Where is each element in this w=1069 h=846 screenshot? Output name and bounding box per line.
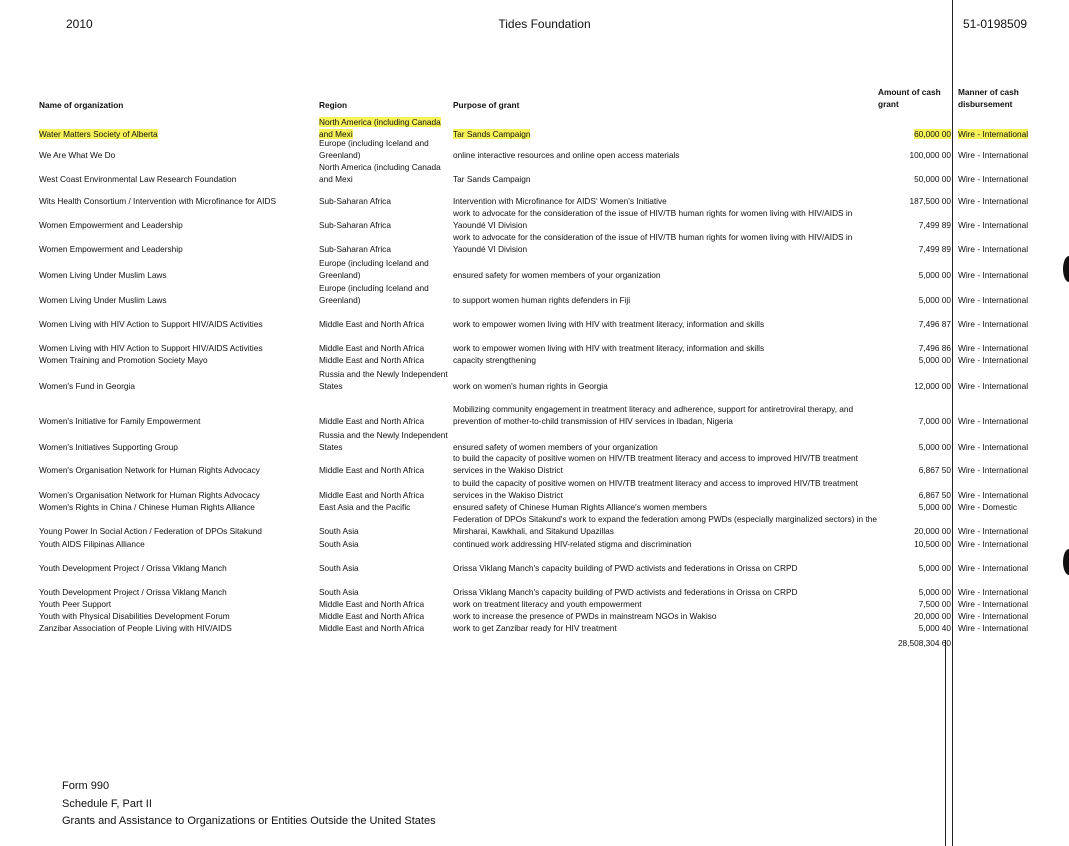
org-name: Women's Organisation Network for Human Rights Advocacy xyxy=(39,489,260,500)
footer-form: Form 990 xyxy=(62,780,110,792)
org-name: Water Matters Society of Alberta xyxy=(39,128,158,139)
purpose: work to empower women living with HIV with treatment literacy, information and skills xyxy=(453,343,765,353)
region: Europe (including Iceland and Greenland) xyxy=(319,283,429,305)
disbursement: Wire - International xyxy=(958,599,1029,609)
amount: 6,867 50 xyxy=(918,489,951,500)
organization-title: Tides Foundation xyxy=(498,17,591,31)
amount: 7,496 87 xyxy=(918,319,951,329)
purpose: Orissa Viklang Manch's capacity building of PWD activists and federations in Orissa on CRPD xyxy=(453,563,798,573)
footer-description: Grants and Assistance to Organizations or Entities Outside the United States xyxy=(62,815,436,827)
org-name: Zanzibar Association of People Living with HIV/AIDS xyxy=(39,623,232,633)
amount: 12,000 00 xyxy=(914,380,951,391)
purpose: continued work addressing HIV-related stigma and discrimination xyxy=(453,539,692,549)
purpose: to build the capacity of positive women on HIV/TB treatment literacy and access to improved HIV/TB treatment services in the Wakiso District xyxy=(453,478,858,500)
region: Middle East and North Africa xyxy=(319,489,425,500)
region: Middle East and North Africa xyxy=(319,355,425,365)
disbursement: Wire - International xyxy=(958,539,1029,549)
org-name: Youth Development Project / Orissa Viklang Manch xyxy=(39,587,227,597)
header-name: Name of organization xyxy=(39,100,124,110)
purpose: to support women human rights defenders in Fiji xyxy=(453,294,631,305)
purpose: Orissa Viklang Manch's capacity building of PWD activists and federations in Orissa on CRPD xyxy=(453,587,798,597)
org-name: Youth Development Project / Orissa Viklang Manch xyxy=(39,563,227,573)
purpose: ensured safety of Chinese Human Rights Alliance's women members xyxy=(453,502,707,512)
purpose: ensured safety for women members of your organization xyxy=(453,269,661,280)
org-name: West Coast Environmental Law Research Foundation xyxy=(39,173,237,184)
org-name: Women's Fund in Georgia xyxy=(39,380,135,391)
amount: 10,500 00 xyxy=(914,539,951,549)
region: Middle East and North Africa xyxy=(319,611,425,621)
header-amount: Amount of cash grant xyxy=(878,87,941,109)
org-name: Wits Health Consortium / Intervention with Microfinance for AIDS xyxy=(39,196,277,206)
org-name: Youth with Physical Disabilities Development Forum xyxy=(39,611,230,621)
disbursement: Wire - International xyxy=(958,319,1029,329)
region: Middle East and North Africa xyxy=(319,319,425,329)
purpose: online interactive resources and online open access materials xyxy=(453,149,680,160)
org-name: Women Empowerment and Leadership xyxy=(39,243,183,254)
disbursement: Wire - International xyxy=(958,173,1029,184)
header-purpose: Purpose of grant xyxy=(453,100,520,110)
purpose: capacity strengthening xyxy=(453,355,537,365)
region: South Asia xyxy=(319,525,359,536)
region: Middle East and North Africa xyxy=(319,599,425,609)
amount: 60,000 00 xyxy=(914,128,951,139)
org-name: Women's Organisation Network for Human Rights Advocacy xyxy=(39,464,260,475)
purpose: work on treatment literacy and youth empowerment xyxy=(453,599,642,609)
amount: 7,000 00 xyxy=(918,415,951,426)
disbursement: Wire - International xyxy=(958,587,1029,597)
ein-number: 51-0198509 xyxy=(963,17,1028,31)
org-name: Women's Initiatives Supporting Group xyxy=(39,441,178,452)
amount: 6,867 50 xyxy=(918,464,951,475)
amount: 5,000 00 xyxy=(918,587,951,597)
purpose: Mobilizing community engagement in treatment literacy and adherence, support for antiretroviral therapy, and prevention of mother-to-child transmission of HIV services in Ibadan, Nigeria xyxy=(453,404,854,426)
amount: 5,000 00 xyxy=(918,502,951,512)
purpose: Federation of DPOs Sitakund's work to expand the federation among PWDs (especially marginalized sectors) in the Mirsharai, Kawkhali, and Sitakund Upazillas xyxy=(453,514,878,536)
region: Middle East and North Africa xyxy=(319,415,425,426)
purpose: work to increase the presence of PWDs in mainstream NGOs in Wakiso xyxy=(453,611,717,621)
region: Russia and the Newly Independent States xyxy=(319,430,448,452)
disbursement: Wire - International xyxy=(958,415,1029,426)
disbursement: Wire - International xyxy=(958,464,1029,475)
amount: 7,499 89 xyxy=(918,219,951,230)
region: South Asia xyxy=(319,563,359,573)
region: South Asia xyxy=(319,587,359,597)
amount: 20,000 00 xyxy=(914,525,951,536)
disbursement: Wire - International xyxy=(958,219,1029,230)
purpose: Intervention with Microfinance for AIDS' Women's Initiative xyxy=(453,196,667,206)
org-name: Women Living with HIV Action to Support HIV/AIDS Activities xyxy=(39,319,263,329)
region: East Asia and the Pacific xyxy=(319,502,411,512)
disbursement: Wire - International xyxy=(958,380,1029,391)
form-footer xyxy=(62,778,436,831)
purpose: work to get Zanzibar ready for HIV treatment xyxy=(453,623,617,633)
amount: 5,000 00 xyxy=(918,355,951,365)
disbursement: Wire - International xyxy=(958,128,1029,139)
amount: 7,496 86 xyxy=(918,343,951,353)
purpose: Tar Sands Campaign xyxy=(453,173,531,184)
org-name: Women's Rights in China / Chinese Human Rights Alliance xyxy=(39,502,255,512)
region: Europe (including Iceland and Greenland) xyxy=(319,258,429,280)
region: Sub-Saharan Africa xyxy=(319,219,391,230)
disbursement: Wire - International xyxy=(958,441,1029,452)
disbursement: Wire - International xyxy=(958,196,1029,206)
org-name: Women Training and Promotion Society Mayo xyxy=(39,355,208,365)
amount: 50,000 00 xyxy=(914,173,951,184)
amount: 5,000 00 xyxy=(918,441,951,452)
purpose: Tar Sands Campaign xyxy=(453,128,531,139)
disbursement: Wire - International xyxy=(958,525,1029,536)
region: North America (including Canada and Mexi xyxy=(319,117,441,139)
disbursement: Wire - International xyxy=(958,355,1029,365)
disbursement: Wire - International xyxy=(958,489,1029,500)
region: North America (including Canada and Mexi xyxy=(319,162,441,184)
purpose: work to empower women living with HIV with treatment literacy, information and skills xyxy=(453,319,765,329)
tax-year: 2010 xyxy=(66,17,93,31)
amount: 5,000 00 xyxy=(918,563,951,573)
purpose: work to advocate for the consideration of the issue of HIV/TB human rights for women living with HIV/AIDS in Yaoundé VI Division xyxy=(453,208,853,230)
grant-total: 28,508,304 60 xyxy=(897,638,951,648)
purpose: to build the capacity of positive women on HIV/TB treatment literacy and access to improved HIV/TB treatment services in the Wakiso District xyxy=(453,453,858,475)
amount: 100,000 00 xyxy=(909,149,951,160)
region: Middle East and North Africa xyxy=(319,343,425,353)
region: Sub-Saharan Africa xyxy=(319,243,391,254)
header-region: Region xyxy=(319,100,348,110)
column-divider xyxy=(952,0,953,846)
org-name: Young Power In Social Action / Federation of DPOs Sitakund xyxy=(39,525,262,536)
org-name: Youth Peer Support xyxy=(39,599,112,609)
disbursement: Wire - International xyxy=(958,563,1029,573)
amount: 20,000 00 xyxy=(914,611,951,621)
org-name: We Are What We Do xyxy=(39,149,116,160)
region: Europe (including Iceland and Greenland) xyxy=(319,138,429,160)
disbursement: Wire - International xyxy=(958,294,1029,305)
binder-hole xyxy=(1063,256,1069,282)
header-manner: Manner of cash disbursement xyxy=(958,87,1019,109)
org-name: Women Empowerment and Leadership xyxy=(39,219,183,230)
amount: 187,500 00 xyxy=(909,196,951,206)
amount: 5,000 40 xyxy=(918,623,951,633)
region: Middle East and North Africa xyxy=(319,623,425,633)
region: Middle East and North Africa xyxy=(319,464,425,475)
purpose: work to advocate for the consideration of the issue of HIV/TB human rights for women living with HIV/AIDS in Yaoundé VI Division xyxy=(453,232,853,254)
footer-schedule: Schedule F, Part II xyxy=(62,797,152,810)
org-name: Women Living Under Muslim Laws xyxy=(39,294,167,305)
disbursement: Wire - International xyxy=(958,343,1029,353)
purpose: work on women's human rights in Georgia xyxy=(453,380,608,391)
amount: 7,500 00 xyxy=(918,599,951,609)
org-name: Women Living with HIV Action to Support HIV/AIDS Activities xyxy=(39,343,263,353)
disbursement: Wire - Domestic xyxy=(958,502,1018,512)
org-name: Women's Initiative for Family Empowerment xyxy=(39,415,201,426)
region: South Asia xyxy=(319,539,359,549)
org-name: Women Living Under Muslim Laws xyxy=(39,269,167,280)
amount: 5,000 00 xyxy=(918,269,951,280)
disbursement: Wire - International xyxy=(958,611,1029,621)
purpose: ensured safety of women members of your organization xyxy=(453,441,658,452)
amount: 7,499 89 xyxy=(918,243,951,254)
region: Russia and the Newly Independent States xyxy=(319,369,448,391)
disbursement: Wire - International xyxy=(958,623,1029,633)
amount: 5,000 00 xyxy=(918,294,951,305)
disbursement: Wire - International xyxy=(958,243,1029,254)
disbursement: Wire - International xyxy=(958,149,1029,160)
region: Sub-Saharan Africa xyxy=(319,196,391,206)
org-name: Youth AIDS Filipinas Alliance xyxy=(39,539,145,549)
column-divider-lower xyxy=(945,640,946,846)
binder-hole xyxy=(1063,549,1069,575)
disbursement: Wire - International xyxy=(958,269,1029,280)
